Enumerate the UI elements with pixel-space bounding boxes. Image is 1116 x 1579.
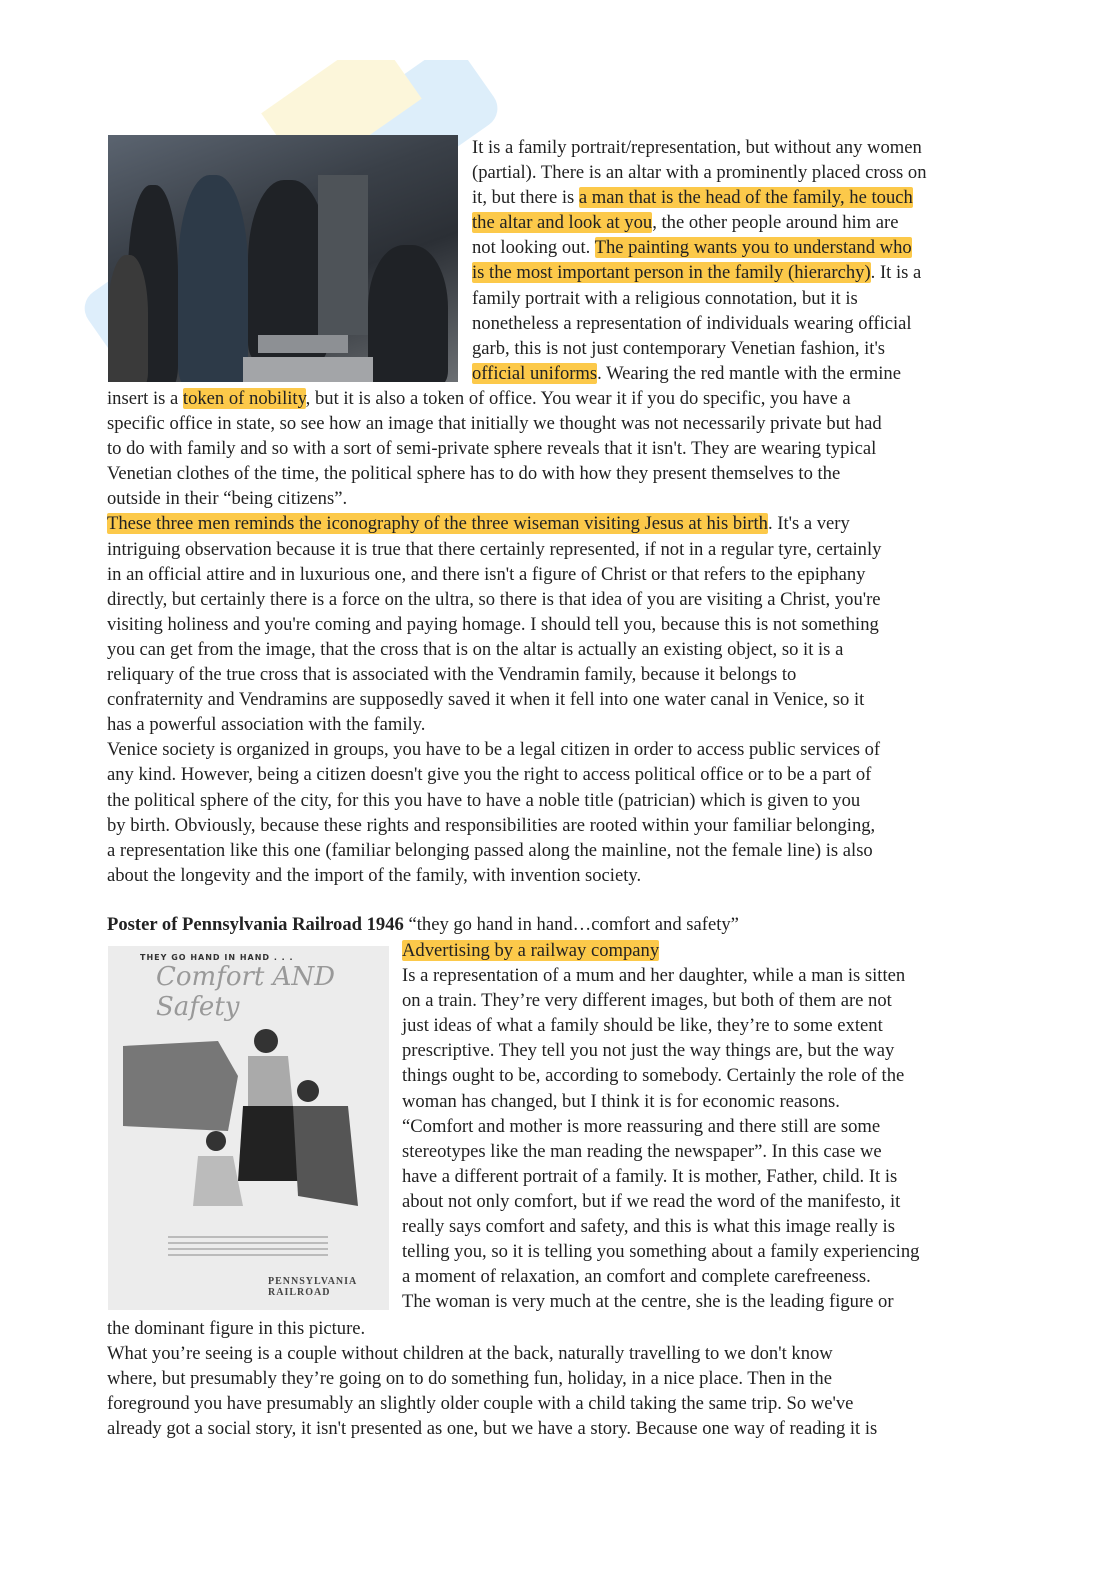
text-segment: the dominant figure in this picture.: [107, 1318, 366, 1339]
text-segment: stereotypes like the man reading the newspaper”. In this case we: [402, 1140, 882, 1162]
text-segment: Venetian clothes of the time, the political sphere has to do with how they present themselves to the: [107, 463, 841, 485]
text-line: [107, 511, 882, 536]
text-segment: The woman is very much at the centre, she is the leading figure or: [402, 1291, 894, 1313]
text-segment: any kind. However, being a citizen doesn't give you the right to access political office or to be a part of: [107, 764, 872, 786]
text-segment: confraternity and Vendramins are supposedly saved it when it fell into one water canal in Venice, so it: [107, 689, 865, 711]
text-line: [472, 210, 927, 235]
text-line: [107, 486, 882, 511]
text-segment: a moment of relaxation, an comfort and complete carefreeness.: [402, 1266, 871, 1288]
text-segment: nonetheless a representation of individuals wearing official: [472, 312, 912, 334]
text-segment: . Wearing the red mantle with the ermine: [597, 362, 901, 384]
text-segment: to do with family and so with a sort of semi-private sphere reveals that it isn't. They are wearing typical: [107, 438, 877, 460]
text-segment: things ought to be, according to somebody. Certainly the role of the: [402, 1065, 905, 1087]
text-segment: , but it is also a token of office. You wear it if you do specific, you have a: [305, 388, 851, 409]
highlighted-text: Advertising by a railway company: [402, 940, 660, 961]
text-segment: has a powerful association with the family.: [107, 714, 426, 736]
text-line: [472, 135, 927, 160]
text-segment: about not only comfort, but if we read the word of the manifesto, it: [402, 1190, 901, 1212]
text-segment: by birth. Obviously, because these rights and responsibilities are rooted within your familiar belonging,: [107, 814, 876, 836]
text-segment: in an official attire and in luxurious one, and there isn't a figure of Christ or that refers to the epiphany: [107, 563, 866, 585]
text-line: [107, 1341, 877, 1366]
text-line: [472, 160, 927, 185]
text-line: [107, 436, 882, 461]
heading-quote: “they go hand in hand…comfort and safety”: [403, 914, 739, 935]
text-segment: intriguing observation because it is true that there certainly represented, if not in a regular tyre, certainly: [107, 538, 882, 560]
text-line: [107, 612, 882, 637]
text-line: [107, 712, 882, 737]
text-line: [472, 260, 927, 285]
text-segment: Venice society is organized in groups, you have to be a legal citizen in order to access public services of: [107, 739, 881, 761]
text-line: [472, 361, 927, 386]
text-line: [472, 185, 927, 210]
poster-illustration: [108, 946, 389, 1310]
text-line: [107, 386, 882, 411]
text-line: [107, 662, 882, 687]
text-segment: where, but presumably they’re going on to do something fun, holiday, in a nice place. Then in the: [107, 1368, 832, 1390]
section2-side-text: [402, 938, 919, 1314]
poster-tagline: THEY GO HAND IN HAND . . .: [140, 953, 294, 962]
heading-bold: Poster of Pennsylvania Railroad 1946: [107, 914, 404, 935]
text-line: [107, 1366, 877, 1391]
text-line: [402, 1289, 919, 1314]
poster-title: Comfort AND Safety: [156, 962, 335, 1022]
text-line: [107, 838, 882, 863]
text-segment: . It is a: [870, 262, 922, 284]
highlighted-text: These three men reminds the iconography of the three wiseman visiting Jesus at his birth: [107, 513, 768, 535]
text-segment: already got a social story, it isn't presented as one, but we have a story. Because one way of reading it is: [107, 1418, 878, 1440]
text-line: [472, 336, 927, 361]
highlighted-text: token of nobility: [182, 388, 306, 409]
railroad-poster-image: [108, 946, 389, 1310]
text-line: [107, 762, 882, 787]
text-line: [107, 461, 882, 486]
text-line: [402, 1013, 919, 1038]
text-line: [402, 1038, 919, 1063]
text-line: [107, 537, 882, 562]
text-line: [472, 311, 927, 336]
text-line: [107, 1416, 877, 1441]
text-segment: have a different portrait of a family. It is mother, Father, child. It is: [402, 1165, 898, 1187]
text-segment: it, but there is: [472, 187, 579, 209]
highlighted-text: The painting wants you to understand who: [594, 237, 912, 259]
text-line: [472, 286, 927, 311]
text-segment: foreground you have presumably an slightly older couple with a child taking the same trip. So we've: [107, 1393, 854, 1415]
text-segment: prescriptive. They tell you not just the way things are, but the way: [402, 1040, 895, 1062]
text-line: [107, 737, 882, 762]
text-line: [402, 938, 919, 963]
text-line: [107, 411, 882, 436]
text-segment: reliquary of the true cross that is associated with the Vendramin family, because it belongs to: [107, 664, 797, 686]
text-line: [402, 988, 919, 1013]
vendramin-family-painting: [108, 135, 458, 382]
text-segment: , the other people around him are: [652, 212, 899, 234]
text-segment: telling you, so it is telling you something about a family experiencing: [402, 1241, 920, 1263]
section2-body-text: [107, 1316, 877, 1441]
text-segment: just ideas of what a family should be like, they’re to some extent: [402, 1015, 883, 1037]
text-line: [402, 1139, 919, 1164]
text-segment: not looking out.: [472, 237, 595, 259]
text-segment: outside in their “being citizens”.: [107, 488, 348, 510]
text-segment: on a train. They’re very different images, but both of them are not: [402, 990, 892, 1012]
text-segment: insert is a: [107, 388, 183, 409]
text-line: [107, 587, 882, 612]
text-segment: Is a representation of a mum and her daughter, while a man is sitten: [402, 965, 906, 987]
text-segment: the political sphere of the city, for this you have to have a noble title (patrician) which is given to you: [107, 789, 861, 811]
section1-side-text: [472, 135, 927, 386]
text-segment: “Comfort and mother is more reassuring and there still are some: [402, 1115, 881, 1137]
text-segment: (partial). There is an altar with a prominently placed cross on: [472, 162, 927, 184]
text-line: [107, 788, 882, 813]
text-segment: a representation like this one (familiar belonging passed along the mainline, not the female line) is also: [107, 839, 873, 861]
text-segment: specific office in state, so see how an image that initially we thought was not necessarily private but had: [107, 413, 882, 435]
text-line: [107, 562, 882, 587]
text-line: [402, 1114, 919, 1139]
text-line: [107, 637, 882, 662]
text-line: [402, 1063, 919, 1088]
text-line: [402, 963, 919, 988]
text-segment: What you’re seeing is a couple without children at the back, naturally travelling to we don't know: [107, 1343, 833, 1365]
text-line: [107, 813, 882, 838]
text-line: [472, 235, 927, 260]
text-segment: visiting holiness and you're coming and paying homage. I should tell you, because this is not something: [107, 613, 879, 635]
text-line: [402, 1164, 919, 1189]
text-line: [107, 687, 882, 712]
text-line: [402, 1189, 919, 1214]
section2-heading: [107, 912, 739, 937]
text-line: [107, 1316, 877, 1341]
text-segment: family portrait with a religious connotation, but it is: [472, 287, 858, 309]
text-segment: directly, but certainly there is a force on the ultra, so there is that idea of you are visiting a Christ, you're: [107, 588, 881, 610]
text-segment: garb, this is not just contemporary Venetian fashion, it's: [472, 337, 886, 359]
highlighted-text: the altar and look at you: [472, 212, 653, 234]
text-line: [402, 1089, 919, 1114]
text-segment: you can get from the image, that the cross that is on the altar is actually an existing object, so it is a: [107, 638, 844, 660]
section1-body-text: [107, 386, 882, 888]
text-line: [107, 1391, 877, 1416]
text-line: [402, 1239, 919, 1264]
poster-brand: PENNSYLVANIA RAILROAD: [268, 1276, 357, 1298]
text-segment: about the longevity and the import of the family, with invention society.: [107, 864, 642, 886]
highlighted-text: official uniforms: [472, 362, 598, 384]
text-segment: . It's a very: [767, 513, 850, 535]
text-line: [402, 1214, 919, 1239]
text-segment: really says comfort and safety, and this is what this image really is: [402, 1216, 895, 1238]
text-segment: woman has changed, but I think it is for economic reasons.: [402, 1090, 840, 1112]
highlighted-text: is the most important person in the family (hierarchy): [472, 262, 871, 284]
text-line: [402, 1264, 919, 1289]
text-segment: It is a family portrait/representation, but without any women: [472, 137, 922, 158]
text-line: [107, 863, 882, 888]
highlighted-text: a man that is the head of the family, he touch: [578, 187, 913, 209]
